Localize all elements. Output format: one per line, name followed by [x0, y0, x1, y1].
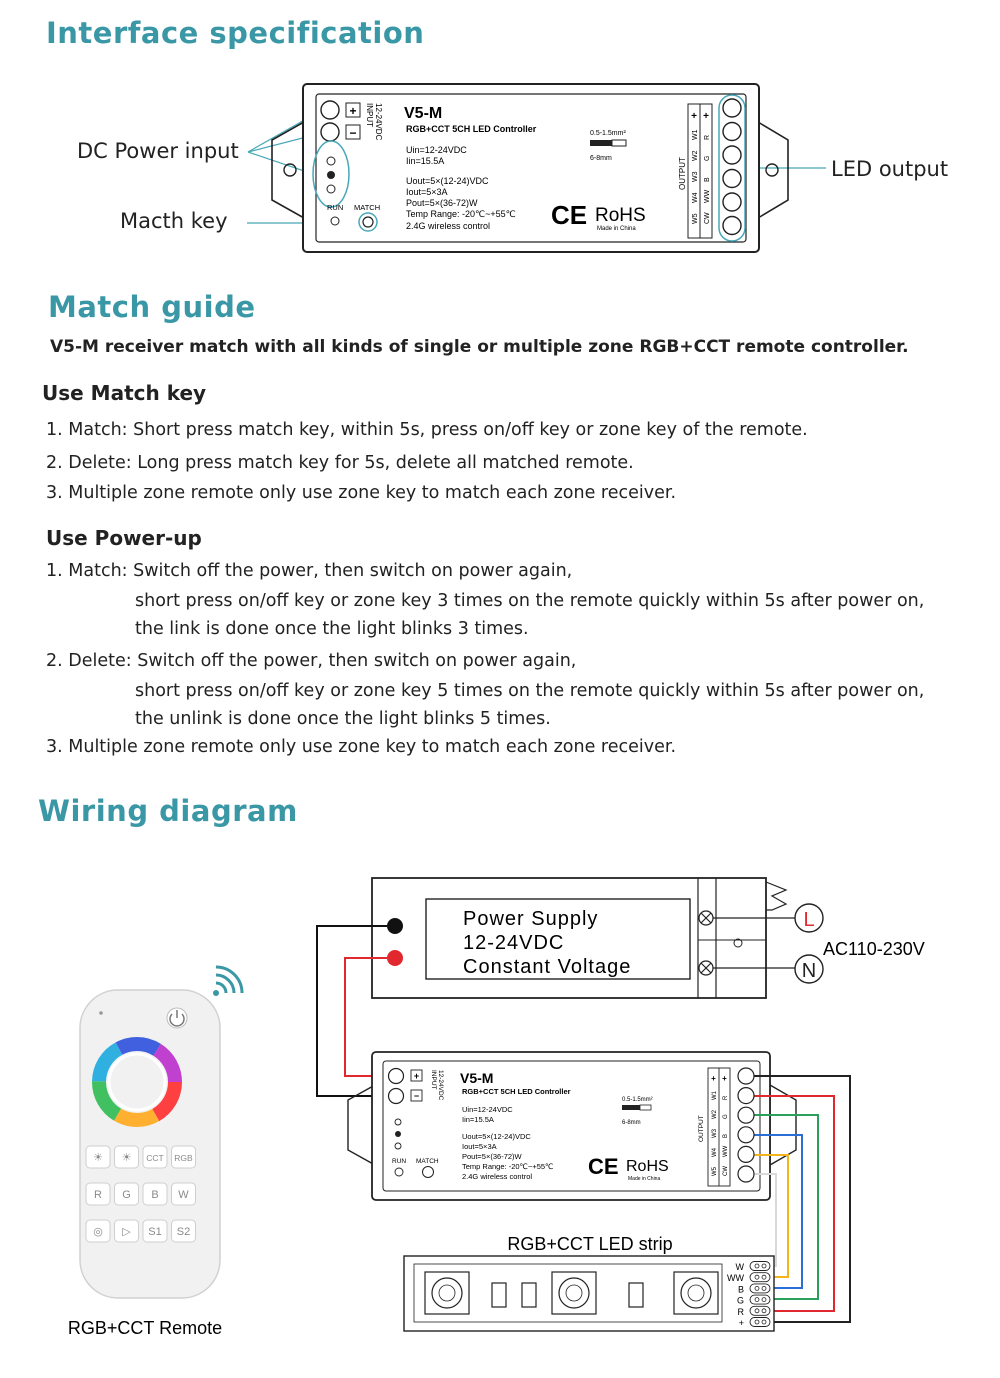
minus-sign: −: [413, 1091, 420, 1101]
remote-body: [80, 990, 220, 1298]
output-terminal: [738, 1166, 754, 1182]
model-label: V5-M: [404, 105, 443, 122]
uin-label: Uin=12-24VDC: [406, 145, 467, 155]
run-label: RUN: [392, 1158, 407, 1165]
strip-pin-pad: [750, 1306, 770, 1315]
dc-jack-icon: [395, 1131, 401, 1137]
ac-voltage-label: AC110-230V: [823, 939, 925, 959]
channel-w-label: W1: [692, 129, 699, 140]
use-match-key-title: Use Match key: [42, 381, 207, 405]
match-guide-title: Match guide: [48, 290, 256, 324]
output-terminal: [723, 146, 741, 164]
remote-key-label: ☀: [121, 1152, 132, 1164]
ce-mark: CE: [588, 1154, 619, 1179]
iout-label: Iout=5×3A: [406, 187, 448, 197]
power-supply-body: [372, 878, 766, 998]
plus-sign: +: [722, 1074, 727, 1083]
match-label: MATCH: [354, 203, 381, 212]
channel-color-label: B: [704, 177, 711, 182]
mount-ear-right: [758, 122, 788, 218]
power-up-item: the link is done once the light blinks 3 times.: [135, 619, 529, 639]
channel-w-label: W1: [712, 1091, 718, 1100]
power-supply-line3: Constant Voltage: [463, 956, 632, 978]
power-supply-line2: 12-24VDC: [463, 932, 565, 954]
channel-color-label: G: [723, 1114, 729, 1119]
wiring-title: Wiring diagram: [38, 794, 298, 828]
input-label: INPUT: [365, 103, 374, 127]
strip-pin-label: W: [735, 1262, 744, 1272]
wire-strip-icon: [622, 1105, 640, 1110]
plus-sign: +: [711, 1074, 716, 1083]
remote-caption: RGB+CCT Remote: [67, 1318, 223, 1338]
remote-key-label: ◎: [93, 1226, 103, 1238]
input-terminal-plus: [389, 1069, 404, 1084]
channel-color-label: WW: [723, 1145, 729, 1157]
plus-sign: +: [703, 111, 709, 122]
wireless-label: 2.4G wireless control: [406, 221, 491, 231]
wiring-diagram: [0, 860, 1000, 1378]
description-label: RGB+CCT 5CH LED Controller: [462, 1087, 571, 1096]
channel-color-label: R: [723, 1095, 729, 1100]
temp-label: Temp Range: -20℃~+55℃: [406, 209, 516, 219]
strip-pin-label: +: [738, 1318, 744, 1328]
led-output-label: LED output: [831, 157, 949, 181]
strip-pin-label: B: [737, 1284, 744, 1295]
uout-label: Uout=5×(12-24)VDC: [462, 1132, 531, 1141]
match-key-label: Macth key: [120, 209, 228, 233]
strip-pin-pad: [750, 1284, 770, 1293]
controller-diagram-top: [0, 70, 1000, 270]
interface-title: Interface specification: [46, 16, 425, 50]
output-terminal: [723, 193, 741, 211]
channel-color-label: G: [704, 155, 711, 161]
cable-clip: [766, 882, 786, 910]
power-up-item: 3. Multiple zone remote only use zone key to match each zone receiver.: [46, 737, 677, 757]
dc-power-input-label: DC Power input: [77, 139, 239, 163]
remote-key-label: ▷: [122, 1226, 131, 1238]
strip-length-label: 6-8mm: [590, 155, 612, 162]
run-label: RUN: [327, 203, 344, 212]
remote-led: [99, 1011, 103, 1015]
output-terminal: [738, 1068, 754, 1084]
channel-w-label: W2: [712, 1110, 718, 1119]
strip-pin-label: WW: [727, 1273, 744, 1284]
channel-w-label: W5: [692, 213, 699, 224]
input-terminal-minus: [389, 1089, 404, 1104]
pout-label: Pout=5×(36-72)W: [406, 198, 478, 208]
remote-key-label: S2: [176, 1226, 191, 1238]
output-terminal: [738, 1107, 754, 1123]
output-label: OUTPUT: [678, 157, 687, 190]
remote-key-label: G: [122, 1189, 131, 1201]
remote-key-label: CCT: [146, 1153, 164, 1163]
wireless-label: 2.4G wireless control: [462, 1172, 533, 1181]
strip-pin-pad: [750, 1295, 770, 1304]
uout-label: Uout=5×(12-24)VDC: [406, 176, 489, 186]
wireless-signal-icon: [213, 967, 242, 996]
input-voltage-label: 12-24VDC: [374, 103, 383, 141]
ps-output-minus: [387, 918, 403, 934]
output-terminal: [723, 123, 741, 141]
strip-pin-label: R: [737, 1306, 744, 1317]
output-terminal: [738, 1127, 754, 1143]
made-in-label: Made in China: [597, 226, 636, 232]
remote-key-label: RGB: [174, 1153, 193, 1163]
channel-color-label: B: [723, 1133, 729, 1138]
match-label: MATCH: [416, 1158, 439, 1165]
channel-color-label: R: [704, 134, 711, 140]
plus-sign: +: [349, 104, 357, 118]
remote-key-label: W: [178, 1189, 189, 1201]
iout-label: Iout=5×3A: [462, 1142, 497, 1151]
channel-w-label: W4: [712, 1148, 718, 1157]
ce-mark: CE: [551, 200, 588, 230]
remote-key-label: R: [94, 1189, 102, 1201]
led-strip-title: RGB+CCT LED strip: [507, 1234, 673, 1254]
pout-label: Pout=5×(36-72)W: [462, 1152, 522, 1161]
match-key-item: 1. Match: Short press match key, within 5s, press on/off key or zone key of the remote.: [46, 420, 808, 440]
rohs-mark: RoHS: [626, 1158, 669, 1175]
power-supply-line1: Power Supply: [463, 908, 599, 930]
iin-label: Iin=15.5A: [406, 156, 445, 166]
match-key-item: 3. Multiple zone remote only use zone key to match each zone receiver.: [46, 483, 677, 503]
remote-key-label: ☀: [93, 1152, 103, 1164]
description-label: RGB+CCT 5CH LED Controller: [406, 124, 537, 134]
use-power-up-title: Use Power-up: [46, 526, 202, 550]
channel-w-label: W2: [692, 150, 699, 161]
plus-sign: +: [691, 111, 697, 122]
wire-size-label: 0.5-1.5mm²: [622, 1097, 653, 1103]
channel-color-label: CW: [723, 1166, 729, 1176]
strip-pin-pad: [750, 1262, 770, 1271]
mount-hole: [766, 164, 778, 176]
remote-key-label: B: [151, 1189, 159, 1201]
ps-output-plus: [387, 950, 403, 966]
rohs-mark: RoHS: [595, 205, 646, 226]
strip-length-label: 6-8mm: [622, 1120, 641, 1126]
strip-pin-pad: [750, 1318, 770, 1327]
power-up-item: the unlink is done once the light blinks 5 times.: [135, 709, 551, 729]
minus-sign: −: [349, 126, 357, 140]
mount-ear-left: [272, 122, 304, 218]
made-in-label: Made in China: [628, 1176, 661, 1182]
strip-pin-pad: [750, 1273, 770, 1282]
channel-color-label: CW: [704, 212, 711, 224]
wire-size-label: 0.5-1.5mm²: [590, 130, 626, 137]
output-terminal: [723, 217, 741, 235]
model-label: V5-M: [460, 1070, 494, 1086]
output-label: OUTPUT: [698, 1115, 705, 1142]
output-terminal: [723, 99, 741, 117]
match-key-item: 2. Delete: Long press match key for 5s, delete all matched remote.: [46, 453, 634, 473]
live-label: L: [803, 909, 815, 931]
channel-color-label: WW: [704, 189, 711, 203]
temp-label: Temp Range: -20℃~+55℃: [462, 1162, 554, 1171]
wire-strip-icon: [590, 140, 612, 146]
channel-w-label: W4: [692, 192, 699, 203]
power-up-item: 2. Delete: Switch off the power, then switch on power again,: [46, 651, 577, 671]
strip-pin-label: G: [736, 1295, 744, 1306]
dc-jack-icon: [327, 171, 335, 179]
power-up-item: short press on/off key or zone key 5 times on the remote quickly within 5s after power on,: [135, 681, 925, 701]
remote-key-label: S1: [148, 1226, 162, 1238]
uin-label: Uin=12-24VDC: [462, 1105, 513, 1114]
power-up-item: short press on/off key or zone key 3 times on the remote quickly within 5s after power on,: [135, 591, 925, 611]
channel-w-label: W3: [692, 171, 699, 182]
iin-label: Iin=15.5A: [462, 1115, 494, 1124]
neutral-label: N: [801, 960, 817, 982]
output-terminal: [738, 1146, 754, 1162]
match-intro: V5-M receiver match with all kinds of single or multiple zone RGB+CCT remote controller.: [50, 337, 909, 357]
channel-w-label: W3: [712, 1129, 718, 1138]
output-terminal: [723, 170, 741, 188]
output-terminal: [738, 1088, 754, 1104]
channel-w-label: W5: [712, 1167, 718, 1176]
plus-sign: +: [413, 1071, 420, 1081]
input-label: INPUT: [430, 1070, 437, 1090]
power-up-item: 1. Match: Switch off the power, then switch on power again,: [46, 561, 573, 581]
input-voltage-label: 12-24VDC: [437, 1070, 444, 1101]
